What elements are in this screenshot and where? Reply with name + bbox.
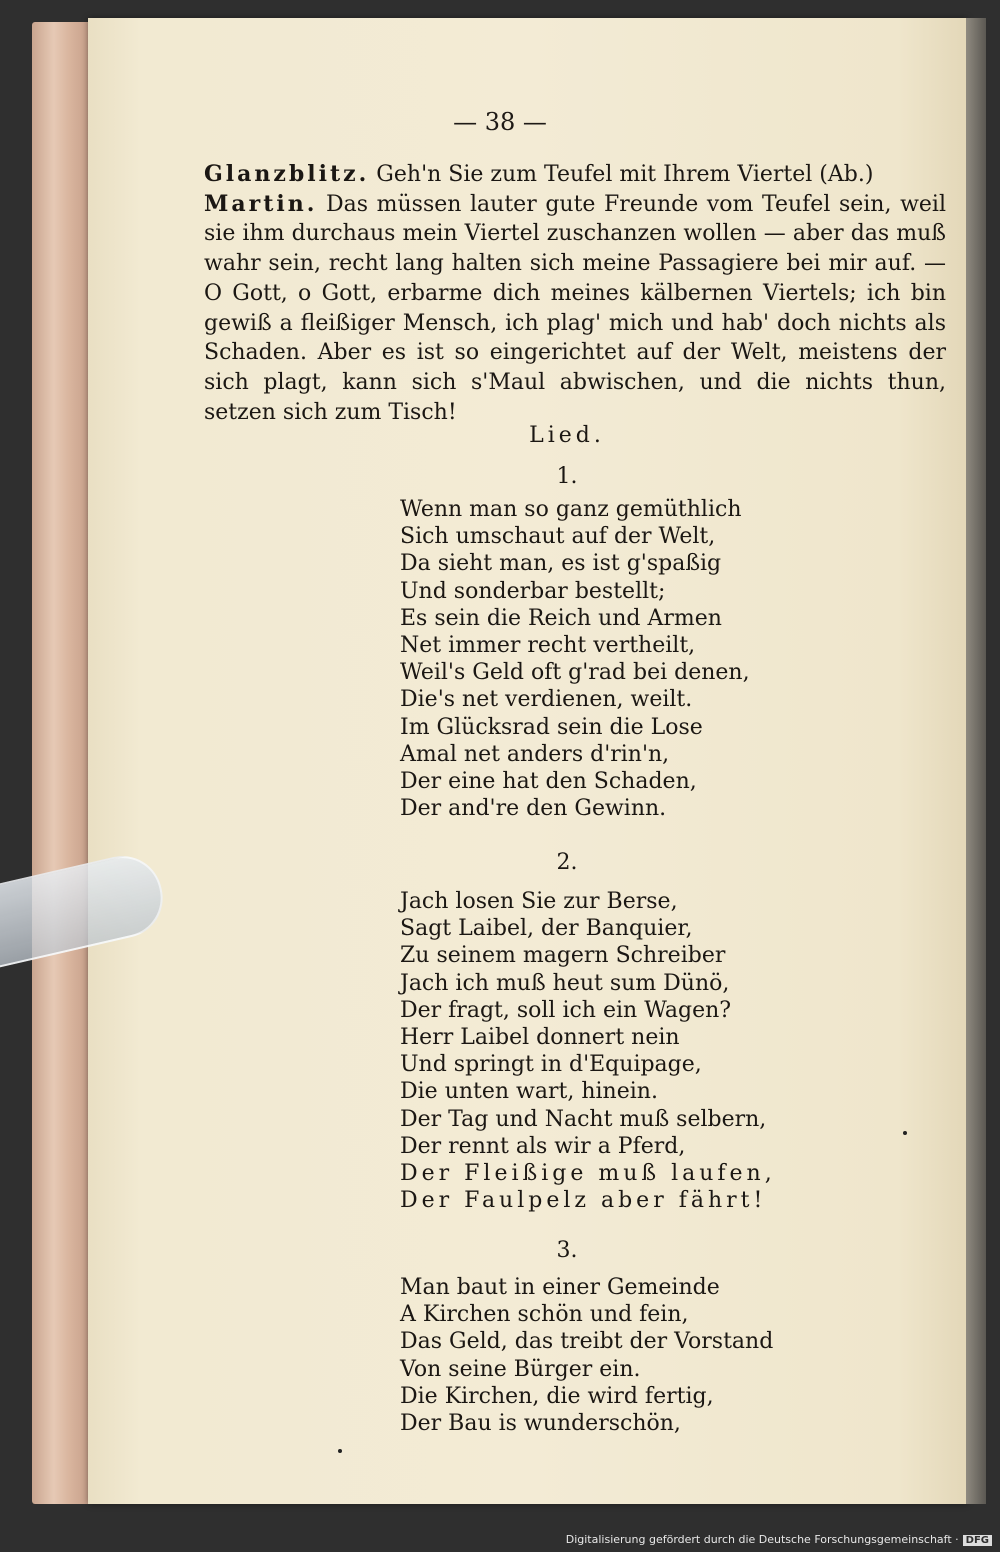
- verse-line: Amal net anders d'rin'n,: [400, 741, 670, 767]
- verse-line: Die unten wart, hinein.: [400, 1079, 658, 1105]
- verse-line: Das Geld, das treibt der Vorstand: [400, 1329, 774, 1355]
- dialogue-text: Geh'n Sie zum Teufel mit Ihrem Viertel (Ab.): [369, 162, 874, 187]
- book-page-edges: [32, 22, 94, 1504]
- prose-paragraph: [204, 190, 946, 428]
- page-number: — 38 —: [453, 108, 547, 136]
- verse-line: Die's net verdienen, weilt.: [400, 687, 693, 713]
- verse-line: Es sein die Reich und Armen: [400, 605, 722, 631]
- verse-line: Der Bau is wunderschön,: [400, 1411, 681, 1437]
- speaker-name: Glanzblitz.: [204, 161, 370, 187]
- ink-spot: [903, 1131, 907, 1135]
- verse-line: Jach ich muß heut sum Dünö,: [400, 970, 730, 996]
- ink-spot: [338, 1449, 342, 1453]
- stanza-2: [400, 888, 960, 1214]
- verse-line: Der fragt, soll ich ein Wagen?: [400, 997, 732, 1023]
- verse-line: Sagt Laibel, der Banquier,: [400, 916, 693, 942]
- stanza-number: 3.: [556, 1238, 578, 1263]
- next-page-edge: [966, 18, 986, 1504]
- stanza-1: [400, 496, 960, 822]
- prose-paragraph: [204, 160, 946, 190]
- verse-line: Net immer recht vertheilt,: [400, 633, 696, 659]
- verse-line: Der and're den Gewinn.: [400, 796, 667, 822]
- verse-line: Da sieht man, es ist g'spaßig: [400, 551, 722, 577]
- verse-line: Der eine hat den Schaden,: [400, 769, 697, 795]
- footer-text: Digitalisierung gefördert durch die Deutsche Forschungsgemeinschaft ·: [565, 1533, 959, 1546]
- verse-line: Sich umschaut auf der Welt,: [400, 524, 716, 550]
- footer-credit: [566, 1533, 992, 1546]
- verse-line: Und sonderbar bestellt;: [400, 578, 666, 604]
- prose-block: [204, 160, 946, 427]
- verse-line: Weil's Geld oft g'rad bei denen,: [400, 660, 750, 686]
- verse-line: Die Kirchen, die wird fertig,: [400, 1383, 714, 1409]
- verse-line: Man baut in einer Gemeinde: [400, 1275, 720, 1300]
- stanza-3: [400, 1274, 960, 1437]
- dfg-logo: DFG: [963, 1535, 992, 1546]
- verse-line: Von seine Bürger ein.: [400, 1356, 641, 1382]
- verse-line: Der Faulpelz aber fährt!: [400, 1188, 767, 1214]
- stanza-number: 2.: [556, 850, 578, 875]
- dialogue-text: Das müssen lauter gute Freunde vom Teufel sein, weil sie ihm durchaus mein Viertel zuschanzen wollen — aber das muß wahr sein, recht lang halten sich meine Passagiere bei mir auf. — O Gott, o Gott, erbarme dich meines kälbernen Viertels; ich bin gewiß a fleißiger Mensch, ich plag' mich und hab' doch nichts als Schaden. Aber es ist so eingerichtet auf der Welt, meistens der sich plagt, kann sich s'Maul abwischen, und die nichts thun, setzen sich zum Tisch!: [204, 191, 946, 425]
- verse-line: Und springt in d'Equipage,: [400, 1052, 702, 1078]
- verse-line: Jach losen Sie zur Berse,: [400, 889, 678, 914]
- verse-line: Zu seinem magern Schreiber: [400, 943, 726, 969]
- verse-line: Der Fleißige muß laufen,: [400, 1161, 776, 1187]
- stanza-number: 1.: [556, 464, 578, 489]
- verse-line: Wenn man so ganz gemüthlich: [400, 497, 742, 522]
- verse-line: Der Tag und Nacht muß selbern,: [400, 1106, 767, 1132]
- verse-line: Im Glücksrad sein die Lose: [400, 714, 703, 740]
- verse-line: Herr Laibel donnert nein: [400, 1025, 680, 1051]
- verse-line: A Kirchen schön und fein,: [400, 1302, 689, 1328]
- speaker-name: Martin.: [204, 190, 318, 217]
- verse-line: Der rennt als wir a Pferd,: [400, 1133, 686, 1159]
- song-title: Lied.: [529, 423, 605, 448]
